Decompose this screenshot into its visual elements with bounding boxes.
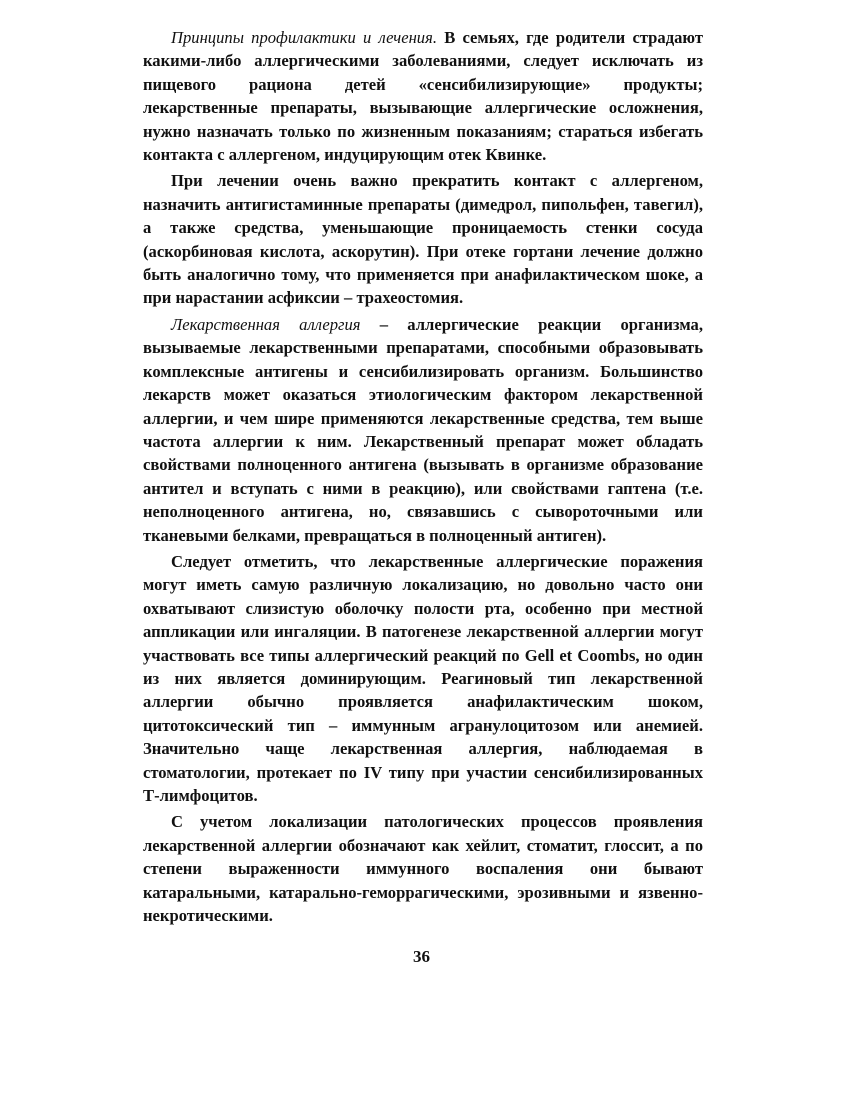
term-heading: Принципы профилактики и лечения.: [171, 28, 437, 47]
paragraph-localization: [143, 550, 703, 807]
paragraph-text: Следует отметить, что лекарственные аллергические поражения могут иметь самую различную локализацию, но довольно часто они охватывают слизистую оболочку полости рта, особенно при местной аппликации или ингаляции. В патогенезе лекарственной аллергии могут участвовать все типы аллергический реакций по Gell et Coombs, но один из них является доминирующим. Реагиновый тип лекарственной аллергии обычно проявляется анафилактическим шоком, цитотоксический тип – иммунным агранулоцитозом или анемией. Значительно чаще лекарственная аллергия, наблюдаемая в стоматологии, протекает по IV типу при участии сенсибилизированных Т-лимфоцитов.: [143, 551, 703, 805]
paragraph-drug-allergy: [143, 313, 703, 547]
paragraph-text: С учетом локализации патологических процессов проявления лекарственной аллергии обозначают как хейлит, стоматит, глоссит, а по степени выраженности иммунного воспаления они бывают катаральными, катарально-геморрагическими, эрозивными и язвенно-некротическими.: [143, 812, 703, 926]
term-heading: Лекарственная аллергия: [171, 314, 361, 334]
paragraph-prevention: [143, 26, 703, 166]
paragraph-text: В семьях, где родители страдают какими-либо аллергическими заболеваниями, следует исключать из пищевого рациона детей «сенсибилизирующие» продукты; лекарственные препараты, вызывающие аллергические осложнения, нужно назначать только по жизненным показаниям; стараться избегать контакта с аллергеном, индуцирующим отек Квинке.: [143, 28, 703, 165]
page-number: 36: [413, 947, 430, 966]
paragraph-treatment: [143, 169, 703, 309]
page-body: [143, 26, 703, 930]
paragraph-text: При лечении очень важно прекратить контакт с аллергеном, назначить антигистаминные препараты (димедрол, пипольфен, тавегил), а также средства, уменьшающие проницаемость стенки сосуда (аскорбиновая кислота, аскорутин). При отеке гортани лечение должно быть аналогично тому, что применяется при анафилактическом шоке, а при нарастании асфиксии – трахеостомия.: [143, 171, 703, 308]
paragraph-text: – аллергические реакции организма, вызываемые лекарственными препаратами, способными образовывать комплексные антигены и сенсибилизировать организм. Большинство лекарств может оказаться этиологическим фактором лекарственной аллергии, и чем шире применяются лекарственные средства, тем выше частота аллергии к ним. Лекарственный препарат может обладать свойствами полноценного антигена (вызывать в организме образование антител и вступать с ними в реакцию), или свойствами гаптена (т.е. неполноценного антигена, но, связавшись с сывороточными или тканевыми белками, превращаться в полноценный антиген).: [143, 314, 703, 545]
paragraph-manifestations: [143, 810, 703, 927]
